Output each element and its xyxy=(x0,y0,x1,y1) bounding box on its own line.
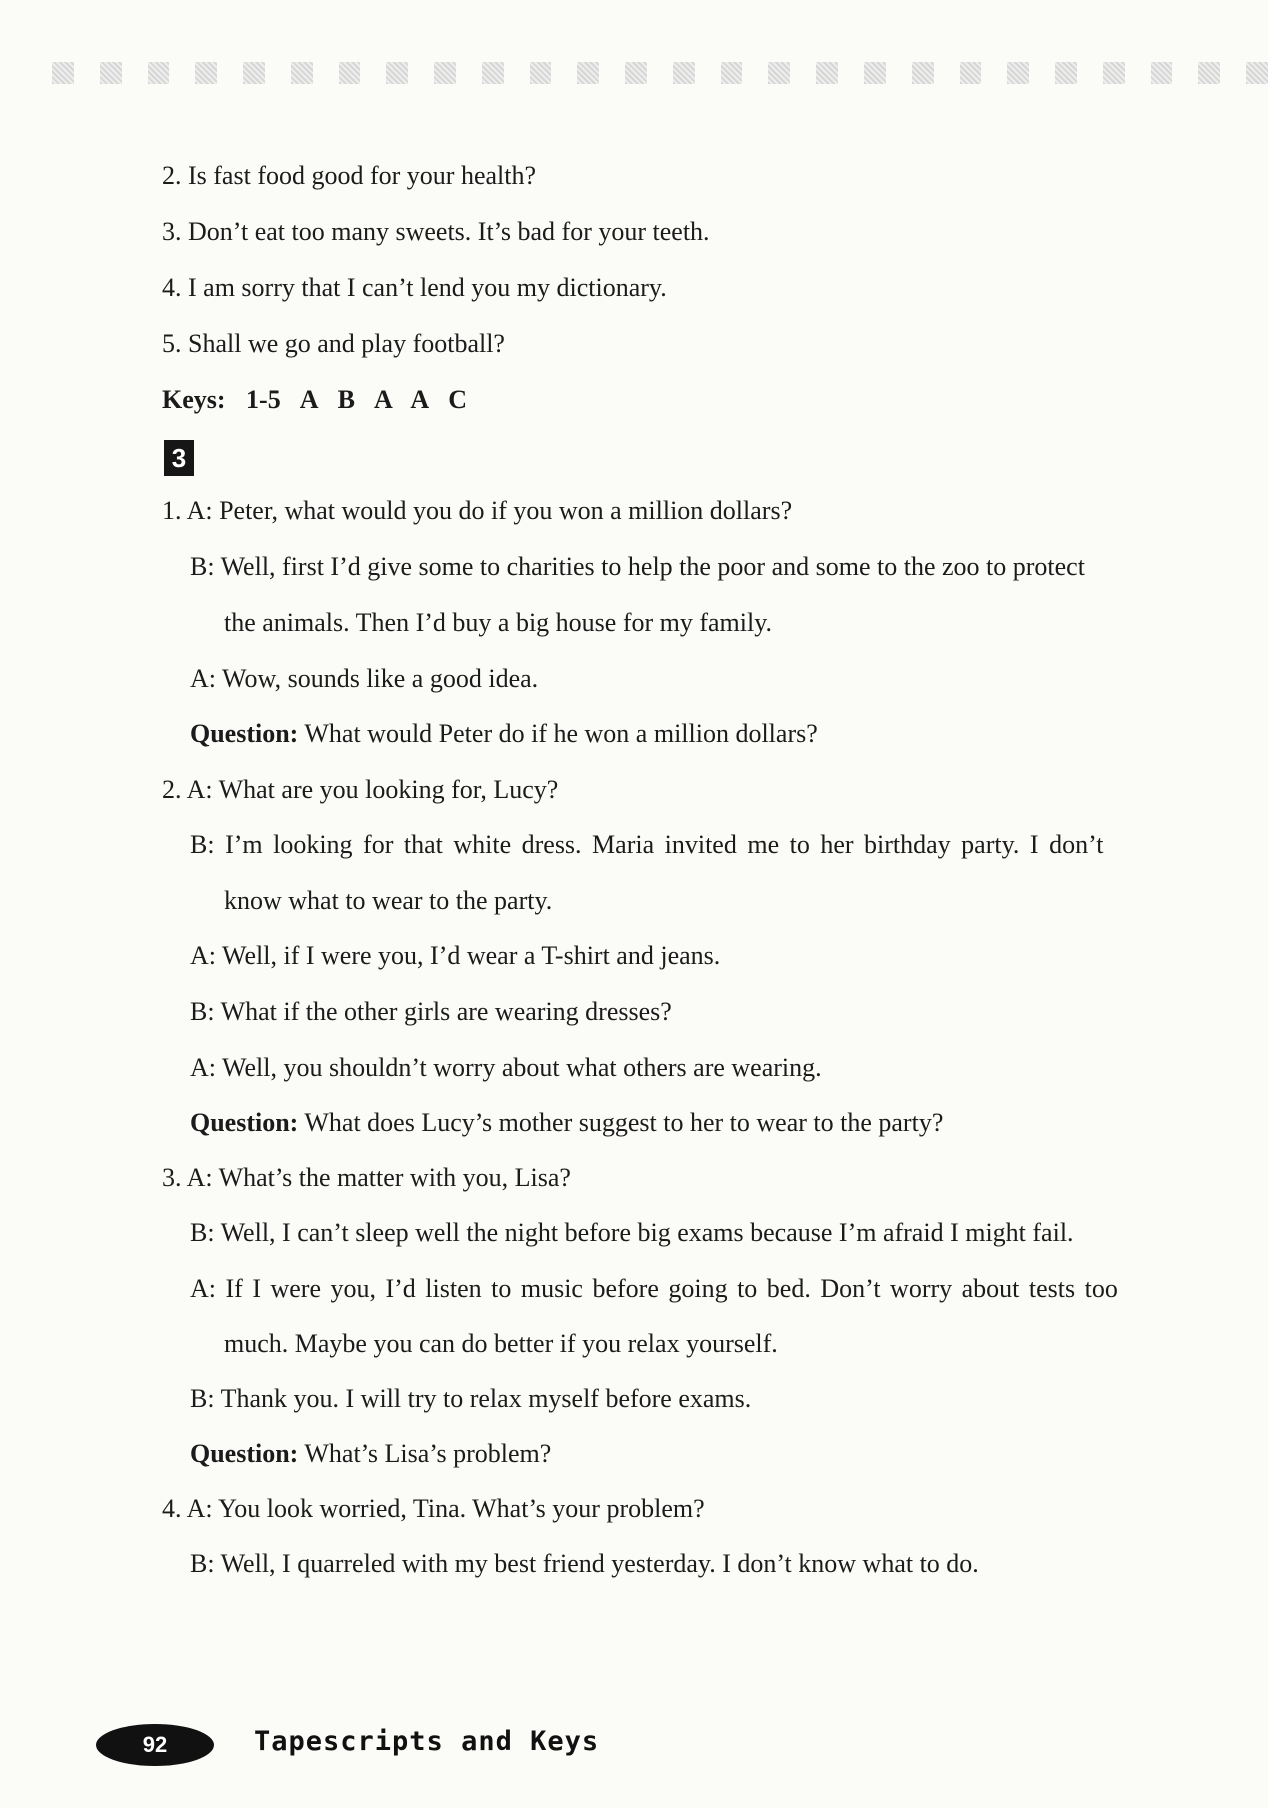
d3-question xyxy=(190,1439,551,1469)
d1-a2: A: Wow, sounds like a good idea. xyxy=(190,664,539,693)
d2-a1: 2. A: What are you looking for, Lucy? xyxy=(162,775,559,804)
d3-b1: B: Well, I can’t sleep well the night before big exams because I’m afraid I might fail. xyxy=(190,1218,1074,1247)
d2-b1-line2: know what to wear to the party. xyxy=(224,886,553,915)
d4-b1: B: Well, I quarreled with my best friend yesterday. I don’t know what to do. xyxy=(190,1549,979,1578)
prev-item-5: 5. Shall we go and play football? xyxy=(162,329,505,358)
prev-item-3: 3. Don’t eat too many sweets. It’s bad for your teeth. xyxy=(162,217,710,246)
question-label: Question: xyxy=(190,1108,299,1137)
d2-b2: B: What if the other girls are wearing dresses? xyxy=(190,997,672,1026)
question-label: Question: xyxy=(190,719,299,748)
d2-question xyxy=(190,1108,943,1138)
d1-b1-line1: B: Well, first I’d give some to charities to help the poor and some to the zoo to protect xyxy=(190,552,1085,581)
d1-a1: 1. A: Peter, what would you do if you won a million dollars? xyxy=(162,496,793,525)
section-number-badge: 3 xyxy=(164,440,194,476)
question-label: Question: xyxy=(190,1439,299,1468)
d3-a2-line2: much. Maybe you can do better if you relax yourself. xyxy=(224,1329,778,1358)
d1-b1-line2: the animals. Then I’d buy a big house for my family. xyxy=(224,608,773,637)
d2-b1-line1: B: I’m looking for that white dress. Maria invited me to her birthday party. I don’t xyxy=(190,830,1104,859)
header-decorative-pattern xyxy=(52,62,1268,84)
prev-item-4: 4. I am sorry that I can’t lend you my dictionary. xyxy=(162,273,667,302)
page-number: 92 xyxy=(96,1724,214,1766)
d2-a2: A: Well, if I were you, I’d wear a T-shirt and jeans. xyxy=(190,941,721,970)
d3-a1: 3. A: What’s the matter with you, Lisa? xyxy=(162,1163,571,1192)
d1-question xyxy=(190,719,818,749)
keys-line: Keys: 1-5 A B A A C xyxy=(162,385,468,414)
d3-a2-line1: A: If I were you, I’d listen to music before going to bed. Don’t worry about tests too xyxy=(190,1274,1118,1303)
question-text: What’s Lisa’s problem? xyxy=(304,1439,552,1468)
prev-item-2: 2. Is fast food good for your health? xyxy=(162,161,537,190)
footer-title: Tapescripts and Keys xyxy=(254,1726,600,1757)
question-text: What does Lucy’s mother suggest to her to wear to the party? xyxy=(304,1108,944,1137)
d3-b2: B: Thank you. I will try to relax myself before exams. xyxy=(190,1384,752,1413)
d4-a1: 4. A: You look worried, Tina. What’s your problem? xyxy=(162,1494,705,1523)
question-text: What would Peter do if he won a million dollars? xyxy=(304,719,818,748)
d2-a3: A: Well, you shouldn’t worry about what others are wearing. xyxy=(190,1053,822,1082)
